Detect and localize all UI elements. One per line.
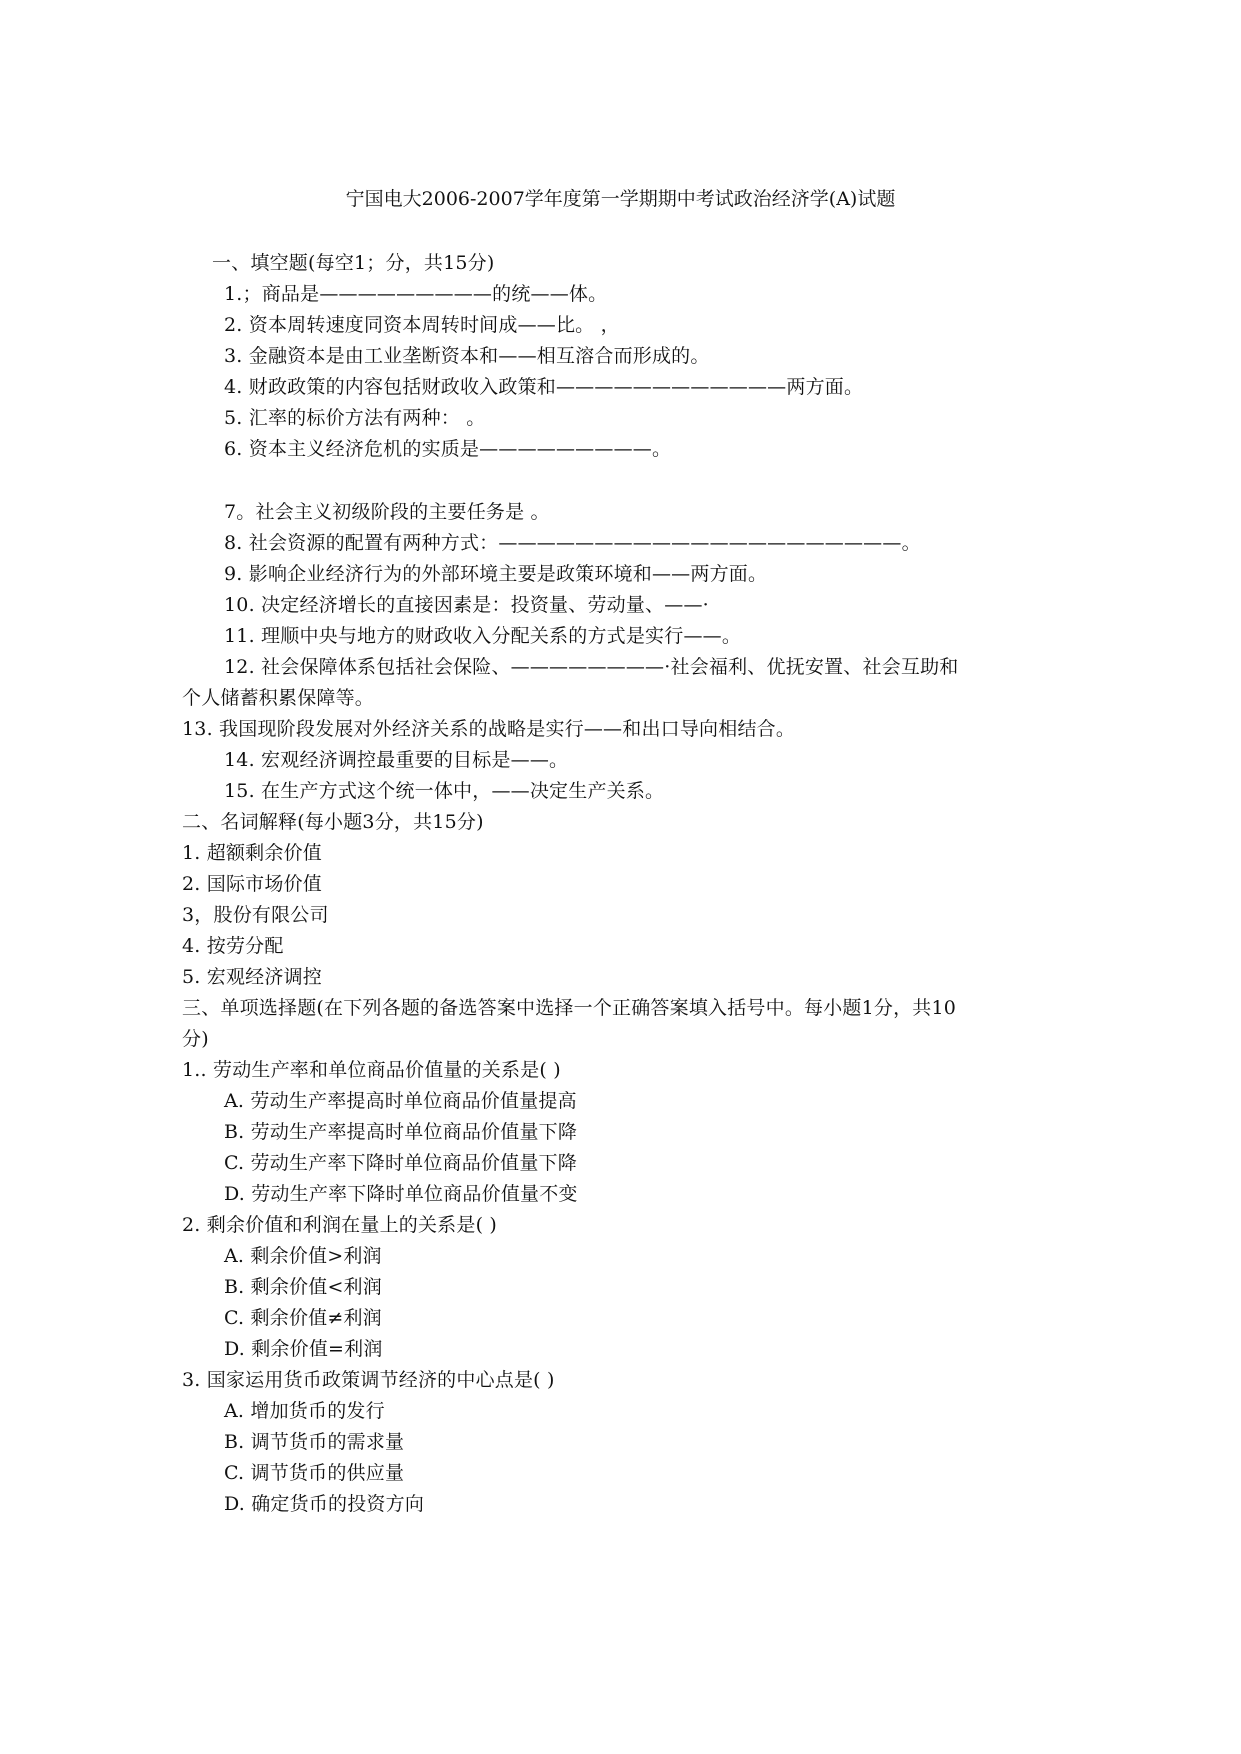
fill-item-15: 15. 在生产方式这个统一体中，——决定生产关系。 — [224, 780, 665, 802]
section3-heading: 三、单项选择题(在下列各题的备选答案中选择一个正确答案填入括号中。每小题1分，共10 — [182, 997, 957, 1019]
fill-item-3: 3. 金融资本是由工业垄断资本和——相互溶合而形成的。 — [224, 345, 710, 367]
question-2-option-d: D. 剩余价值=利润 — [224, 1338, 383, 1360]
exam-title: 宁国电大2006-2007学年度第一学期期中考试政治经济学(A)试题 — [345, 188, 896, 210]
term-item-4: 4. 按劳分配 — [182, 935, 284, 957]
fill-item-7: 7。社会主义初级阶段的主要任务是 。 — [224, 501, 550, 523]
question-1-option-d: D. 劳动生产率下降时单位商品价值量不变 — [224, 1183, 578, 1205]
fill-item-11: 11. 理顺中央与地方的财政收入分配关系的方式是实行——。 — [224, 625, 742, 647]
term-item-5: 5. 宏观经济调控 — [182, 966, 322, 988]
question-3-option-b: B. 调节货币的需求量 — [224, 1431, 405, 1453]
question-1-stem: 1.. 劳动生产率和单位商品价值量的关系是( ) — [182, 1059, 561, 1081]
section1-heading: 一、填空题(每空1；分，共15分) — [212, 252, 495, 274]
question-2-stem: 2. 剩余价值和利润在量上的关系是( ) — [182, 1214, 498, 1236]
question-3-stem: 3. 国家运用货币政策调节经济的中心点是( ) — [182, 1369, 555, 1391]
fill-item-1: 1.；商品是—————————的统——体。 — [224, 283, 608, 305]
section3-heading-continued: 分) — [182, 1028, 209, 1050]
question-1-option-a: A. 劳动生产率提高时单位商品价值量提高 — [224, 1090, 577, 1112]
fill-item-13: 13. 我国现阶段发展对外经济关系的战略是实行——和出口导向相结合。 — [182, 718, 796, 740]
term-item-3: 3，股份有限公司 — [182, 904, 329, 926]
fill-item-12-continued: 个人储蓄积累保障等。 — [182, 687, 375, 709]
fill-item-14: 14. 宏观经济调控最重要的目标是——。 — [224, 749, 569, 771]
question-1-option-b: B. 劳动生产率提高时单位商品价值量下降 — [224, 1121, 578, 1143]
question-3-option-d: D. 确定货币的投资方向 — [224, 1493, 425, 1515]
fill-item-9: 9. 影响企业经济行为的外部环境主要是政策环境和——两方面。 — [224, 563, 768, 585]
question-3-option-a: A. 增加货币的发行 — [224, 1400, 385, 1422]
fill-item-6: 6. 资本主义经济危机的实质是—————————。 — [224, 438, 672, 460]
question-1-option-c: C. 劳动生产率下降时单位商品价值量下降 — [224, 1152, 577, 1174]
question-2-option-b: B. 剩余价值<利润 — [224, 1276, 382, 1298]
fill-item-8: 8. 社会资源的配置有两种方式：—————————————————————。 — [224, 532, 921, 554]
fill-item-4: 4. 财政政策的内容包括财政收入政策和————————————两方面。 — [224, 376, 864, 398]
section2-heading: 二、名词解释(每小题3分，共15分) — [182, 811, 484, 833]
question-2-option-a: A. 剩余价值>利润 — [224, 1245, 382, 1267]
fill-item-5: 5. 汇率的标价方法有两种： 。 — [224, 407, 486, 429]
term-item-1: 1. 超额剩余价值 — [182, 842, 322, 864]
fill-item-12: 12. 社会保障体系包括社会保险、————————·社会福利、优抚安置、社会互助和 — [224, 656, 959, 678]
fill-item-2: 2. 资本周转速度同资本周转时间成——比。 ， — [224, 314, 620, 336]
question-3-option-c: C. 调节货币的供应量 — [224, 1462, 405, 1484]
fill-item-10: 10. 决定经济增长的直接因素是：投资量、劳动量、——· — [224, 594, 709, 616]
term-item-2: 2. 国际市场价值 — [182, 873, 322, 895]
question-2-option-c: C. 剩余价值≠利润 — [224, 1307, 382, 1329]
